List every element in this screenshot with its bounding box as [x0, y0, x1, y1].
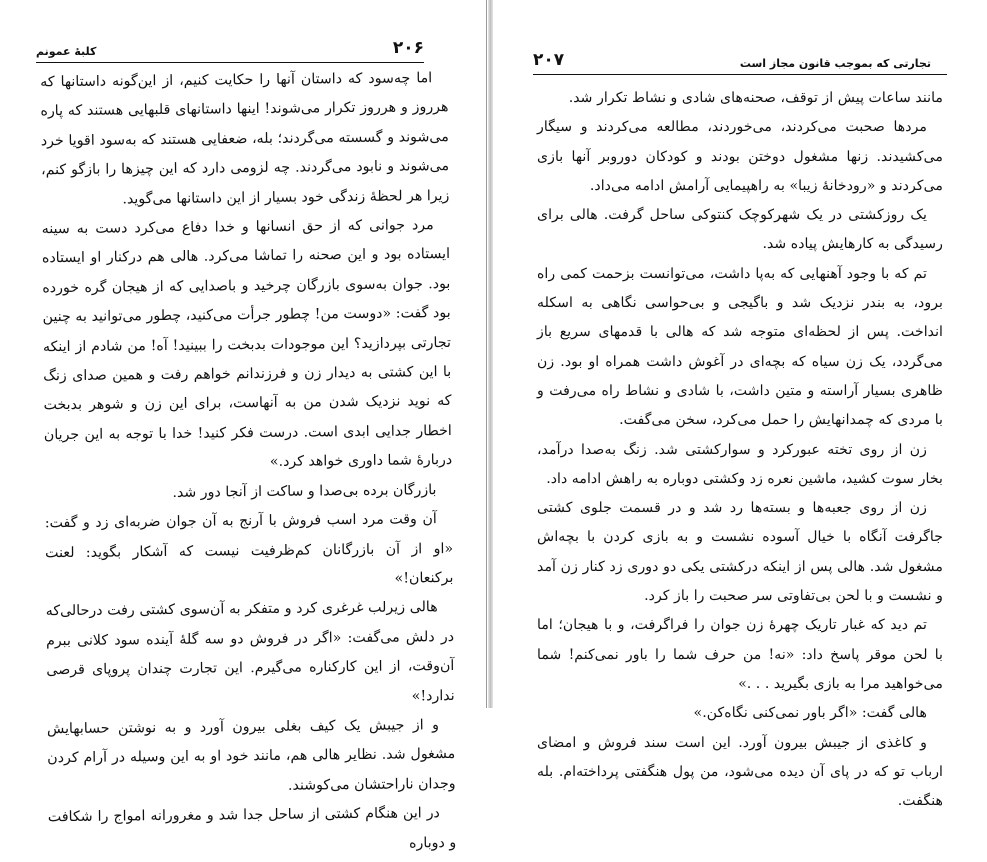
gutter-edge	[486, 0, 487, 708]
left-page	[0, 0, 490, 852]
running-head: تجارتی که بموجب قانون مجاز است	[739, 57, 931, 70]
page-body	[537, 84, 943, 816]
left-page-header	[36, 36, 424, 58]
paragraph: تم که با وجود آهنهایی که به‌پا داشت، می‌توانست بزحمت کمی راه برود، به بندر نزدیک شد و باگیجی و بی‌حواسی نگاهی به اسکله انداخت. پس از لحظه‌ای متوجه شد که هالی با قدمهای سریع باز می‌گردد، یک زن سیاه که بچه‌ای در آغوش داشت همراه او بود. زن ظاهری بسیار آراسته و متین داشت، با شادی و نشاط راه می‌رفت و با مردی که چمدانهایش را حمل می‌کرد، سخن می‌گفت.	[537, 265, 943, 429]
paragraph: در این هنگام کشتی از ساحل جدا شد و مغرورانه امواج را شکافت و دوباره	[47, 805, 457, 852]
paragraph: هالی گفت: «اگر باور نمی‌کنی نگاه‌کن.»	[693, 705, 927, 722]
paragraph: بازرگان برده بی‌صدا و ساکت از آنجا دور شد.	[172, 481, 437, 501]
paragraph: یک روزکشتی در یک شهرکوچک کنتوکی ساحل گرفت. هالی برای رسیدگی به کارهایش پیاده شد.	[537, 207, 943, 253]
paragraph: زن از روی تخته عبورکرد و سوارکشتی شد. زنگ به‌صدا درآمد، بخار سوت کشید، ماشین نعره زد وکشتی دوباره به راهش ادامه داد.	[537, 441, 943, 487]
right-page	[493, 0, 987, 810]
paragraph: هالی زیرلب غرغری کرد و متفکر به آن‌سوی کشتی رفت درحالی‌که در دلش می‌گفت: «اگر در فروش دو سه گلهٔ آینده سود کلانی ببرم آن‌وقت، از این کارکناره می‌گیرم. این تجارت چندان پروپای قرصی ندارد!»	[45, 599, 455, 704]
paragraph: اما چه‌سود که داستان آنها را حکایت کنیم، از این‌گونه داستانها که هرروز و هرروز تکرار می‌شوند! اینها داستانهای قلبهایی هستند که پاره می‌شوند و گسسته می‌گردند؛ بله، ضعفایی هستند که به‌سود اقویا خرد می‌شوند و نابود می‌گردند. چه لزومی دارد که این چیزها را بازگو کنم، زیرا هر لحظهٔ زندگی خود بسیار از این داستانها می‌گوید.	[40, 70, 450, 208]
paragraph: و کاغذی از جیبش بیرون آورد. این است سند فروش و امضای ارباب تو که در پای آن دیده می‌شود، من پول هنگفتی پرداخته‌ام. بله هنگفت.	[537, 734, 943, 810]
header-rule	[533, 74, 947, 75]
running-head: کلبهٔ عمونم	[36, 45, 97, 58]
paragraph: آن وقت مرد اسب فروش با آرنج به آن جوان ضربه‌ای زد و گفت: «او از آن بازرگانان کم‌ظرفیت نیست که آشکار بگوید: لعنت برکنعان!»	[44, 511, 454, 587]
paragraph: مانند ساعات پیش از توقف، صحنه‌های شادی و نشاط تکرار شد.	[568, 90, 943, 106]
paragraph: و از جیبش یک کیف بغلی بیرون آورد و به نوشتن حسابهایش مشغول شد. نظایر هالی هم، مانند خود او به این وسیله در آرام کردن وجدان ناراحتشان می‌کوشند.	[46, 717, 456, 794]
right-page-header	[533, 48, 931, 70]
paragraph: مرد جوانی که از حق انسانها و خدا دفاع می‌کرد دست به سینه ایستاده بود و این صحنه را تماشا می‌کرد. هالی هم درکنار او ایستاده بود. جوان به‌سوی بازرگان چرخید و باصدایی که از هیجان گره خورده بود گفت: «دوست من! چطور جرأت می‌کنید، چطور می‌توانید به چنین تجارتی بپردازید؟ این موجودات بدبخت را ببینید! آه! من شادم از اینکه با این کشتی به دیدار زن و فرزندانم خواهم رفت و همین صدای زنگ که نوید نزدیک شدن من به آنهاست، برای این زن و شوهر بدبخت اخطار جدایی ابدی است. درست فکر کنید! خدا با توجه به این جریان دربارهٔ شما داوری خواهد کرد.»	[41, 217, 453, 471]
header-rule	[36, 62, 424, 63]
page-number: ۲۰۶	[392, 38, 424, 58]
paragraph: مردها صحبت می‌کردند، می‌خوردند، مطالعه می‌کردند و سیگار می‌کشیدند. زنها مشغول دوختن بودند و کودکان دوروبر آنها بازی می‌کردند و «رودخانهٔ زیبا» به راهپیمایی آرامش ادامه می‌داد.	[537, 119, 943, 194]
paragraph: تم دید که غبار تاریک چهرهٔ زن جوان را فراگرفت، و با هیجان؛ اما با لحن موقر پاسخ داد: «نه! من حرف شما را باور نمی‌کنم! شما می‌خواهید مرا به بازی بگیرید . . .»	[537, 617, 943, 692]
paragraph: زن از روی جعبه‌ها و بسته‌ها رد شد و در قسمت جلوی کشتی جاگرفت آنگاه با خیال آسوده نشست و به بازی کردن با بچه‌اش مشغول شد. هالی پس از اینکه درکشتی یکی دو دوری زد کنار زن آمد و نشست و با لحن بی‌تفاوتی سر صحبت را باز کرد.	[537, 500, 943, 605]
page-number: ۲۰۷	[533, 50, 565, 70]
page-body	[40, 64, 456, 862]
